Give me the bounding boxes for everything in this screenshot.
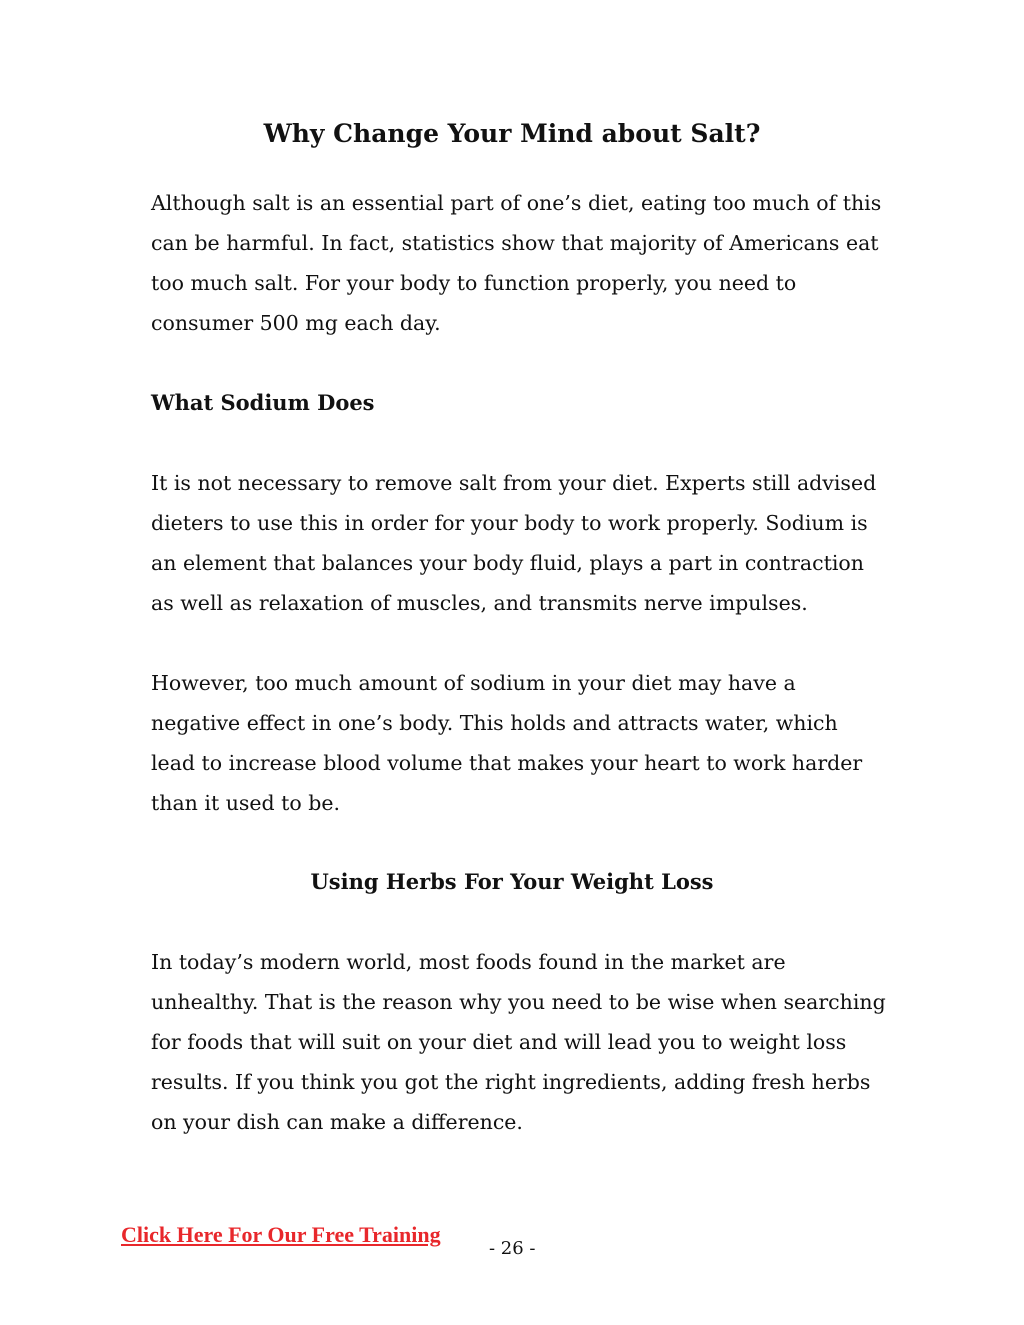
paragraph-line: than it used to be. — [151, 791, 341, 815]
intro-line: Although salt is an essential part of one’s diet, eating too much of this — [151, 191, 882, 215]
page-number: - 26 - — [489, 1238, 536, 1259]
paragraph-line: for foods that will suit on your diet and will lead you to weight loss — [151, 1030, 847, 1054]
intro-paragraph — [151, 183, 886, 343]
intro-line: can be harmful. In fact, statistics show that majority of Americans eat — [151, 231, 879, 255]
paragraph-line: an element that balances your body fluid, plays a part in contraction — [151, 551, 864, 575]
sodium-paragraph-1 — [151, 463, 886, 623]
page-title: Why Change Your Mind about Salt? — [263, 119, 761, 148]
paragraph-line: negative effect in one’s body. This holds and attracts water, which — [151, 711, 838, 735]
paragraph-line: as well as relaxation of muscles, and transmits nerve impulses. — [151, 591, 808, 615]
intro-line: consumer 500 mg each day. — [151, 311, 441, 335]
intro-line: too much salt. For your body to function properly, you need to — [151, 271, 797, 295]
paragraph-line: In today’s modern world, most foods found in the market are — [151, 950, 786, 974]
free-training-link[interactable]: Click Here For Our Free Training — [121, 1222, 441, 1247]
paragraph-line: It is not necessary to remove salt from your diet. Experts still advised — [151, 471, 877, 495]
sodium-paragraph-2 — [151, 663, 886, 823]
paragraph-line: dieters to use this in order for your body to work properly. Sodium is — [151, 511, 868, 535]
section-heading-sodium: What Sodium Does — [151, 390, 375, 415]
paragraph-line: lead to increase blood volume that makes your heart to work harder — [151, 751, 863, 775]
paragraph-line: However, too much amount of sodium in your diet may have a — [151, 671, 796, 695]
paragraph-line: unhealthy. That is the reason why you need to be wise when searching — [151, 990, 886, 1014]
section-heading-herbs: Using Herbs For Your Weight Loss — [310, 869, 714, 894]
herbs-paragraph-1 — [151, 942, 886, 1142]
paragraph-line: results. If you think you got the right ingredients, adding fresh herbs — [151, 1070, 871, 1094]
paragraph-line: on your dish can make a difference. — [151, 1110, 523, 1134]
